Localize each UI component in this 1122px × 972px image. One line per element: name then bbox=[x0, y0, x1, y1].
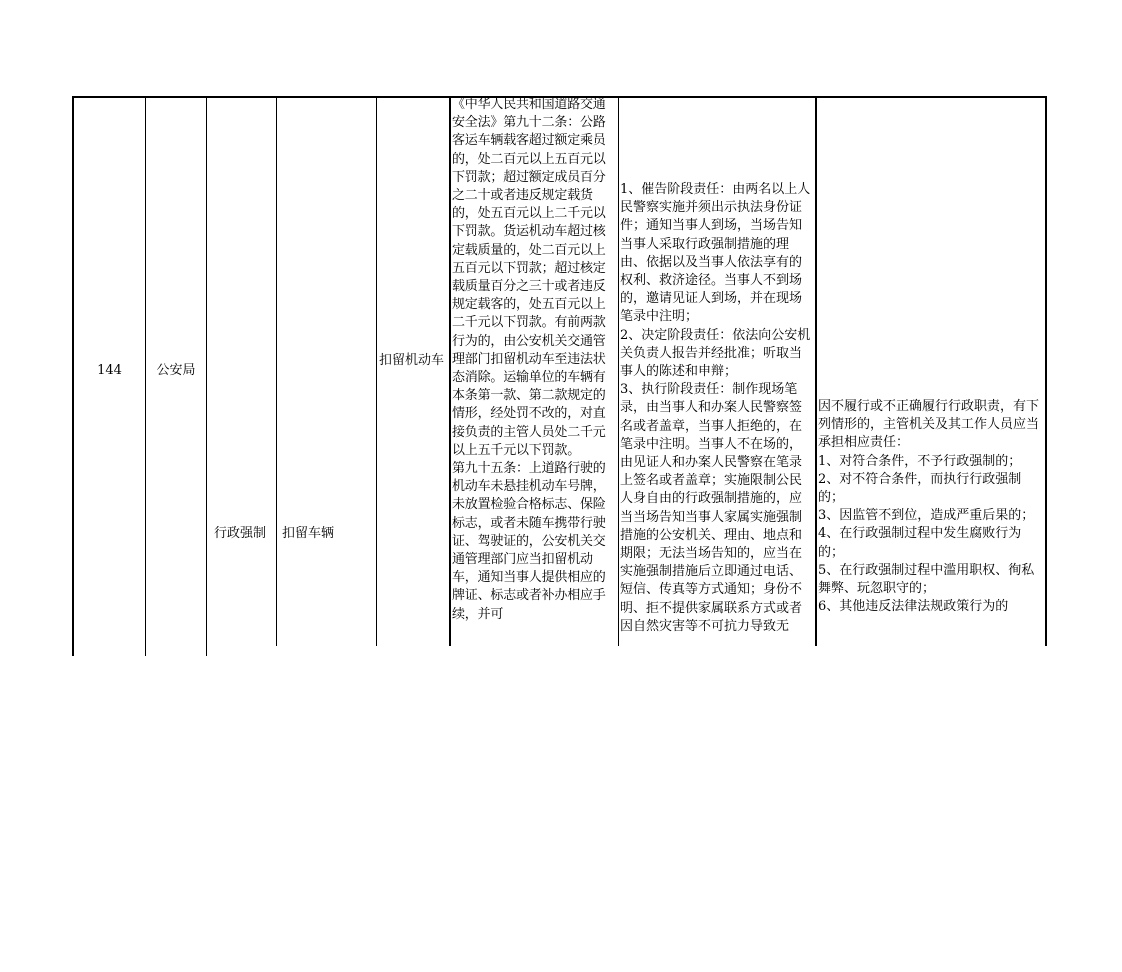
item-name: 扣留车辆 bbox=[282, 526, 335, 542]
row-index-cell bbox=[74, 97, 145, 645]
accountability-cell bbox=[818, 398, 1044, 647]
accountability-text: 因不履行或不正确履行行政职责，有下列情形的，主管机关及其工作人员应当承担相应责任： 1、对符合条件，不予行政强制的； 2、对不符合条件，而执行行政强制的； 3、因监管不到位，造成严重后果的； 4、在行政强制过程中发生腐败行为的； 5、在行政强制过程中滥用职权、徇私舞弊、玩忽职守的； 6、其他违反法律法规政策行为的 bbox=[818, 399, 1040, 615]
category-cell bbox=[208, 97, 282, 972]
department-name: 公安局 bbox=[156, 362, 196, 378]
column-divider bbox=[449, 96, 451, 646]
legal-basis-cell bbox=[452, 96, 617, 647]
table-right-border bbox=[1045, 96, 1047, 646]
responsibility-cell bbox=[620, 181, 814, 647]
column-divider bbox=[206, 96, 207, 656]
responsibility-text: 1、催告阶段责任：由两名以上人民警察实施并须出示执法身份证件；通知当事人到场，当场告知当事人采取行政强制措施的理由、依据以及当事人依法享有的权利、救济途径。当事人不到场的，邀请见证人到场，并在现场笔录中注明； 2、决定阶段责任：依法向公安机关负责人报告并经批准；听取当事人的陈述和申辩； 3、执行阶段责任：制作现场笔录，由当事人和办案人民警察签名或者盖章，当事人拒绝的，在笔录中注明。当事人不在场的，由见证人和办案人民警察在笔录上签名或者盖章；实施限制公民人身自由的行政强制措施的，应当当场告知当事人家属实施强制措施的公安机关、理由、地点和期限；无法当场告知的，应当在实施强制措施后立即通过电话、短信、传真等方式通知；身份不明、拒不提供家属联系方式或者因自然灾害等不可抗力导致无 bbox=[620, 182, 811, 634]
row-index: 144 bbox=[97, 362, 122, 378]
sub-item-name: 扣留机动车 bbox=[379, 353, 445, 368]
column-divider bbox=[618, 96, 619, 646]
sub-item-cell bbox=[379, 352, 447, 392]
column-divider bbox=[815, 96, 817, 646]
legal-basis-text: 《中华人民共和国道路交通安全法》第九十二条：公路客运车辆载客超过额定乘员的，处二百元以上五百元以下罚款；超过额定成员百分之二十或者违反规定载货的，处五百元以上二千元以下罚款。货运机动车超过核定载质量的，处二百元以上五百元以下罚款；超过核定载质量百分之三十或者违反规定载客的，处五百元以上二千元以下罚款。有前两款行为的，由公安机关交通管理部门扣留机动车至违法状态消除。运输单位的车辆有本条第一款、第二款规定的情形，经处罚不改的，对直接负责的主管人员处二千元以上五千元以下罚款。 第九十五条：上道路行驶的机动车未悬挂机动车号牌，未放置检验合格标志、保险标志，或者未随车携带行驶证、驾驶证的，公安机关交通管理部门应当扣留机动车，通知当事人提供相应的牌证、标志或者补办相应手续，并可 bbox=[452, 97, 606, 622]
item-name-cell bbox=[277, 97, 381, 972]
department-cell bbox=[146, 97, 206, 645]
power-category: 行政强制 bbox=[214, 526, 267, 542]
